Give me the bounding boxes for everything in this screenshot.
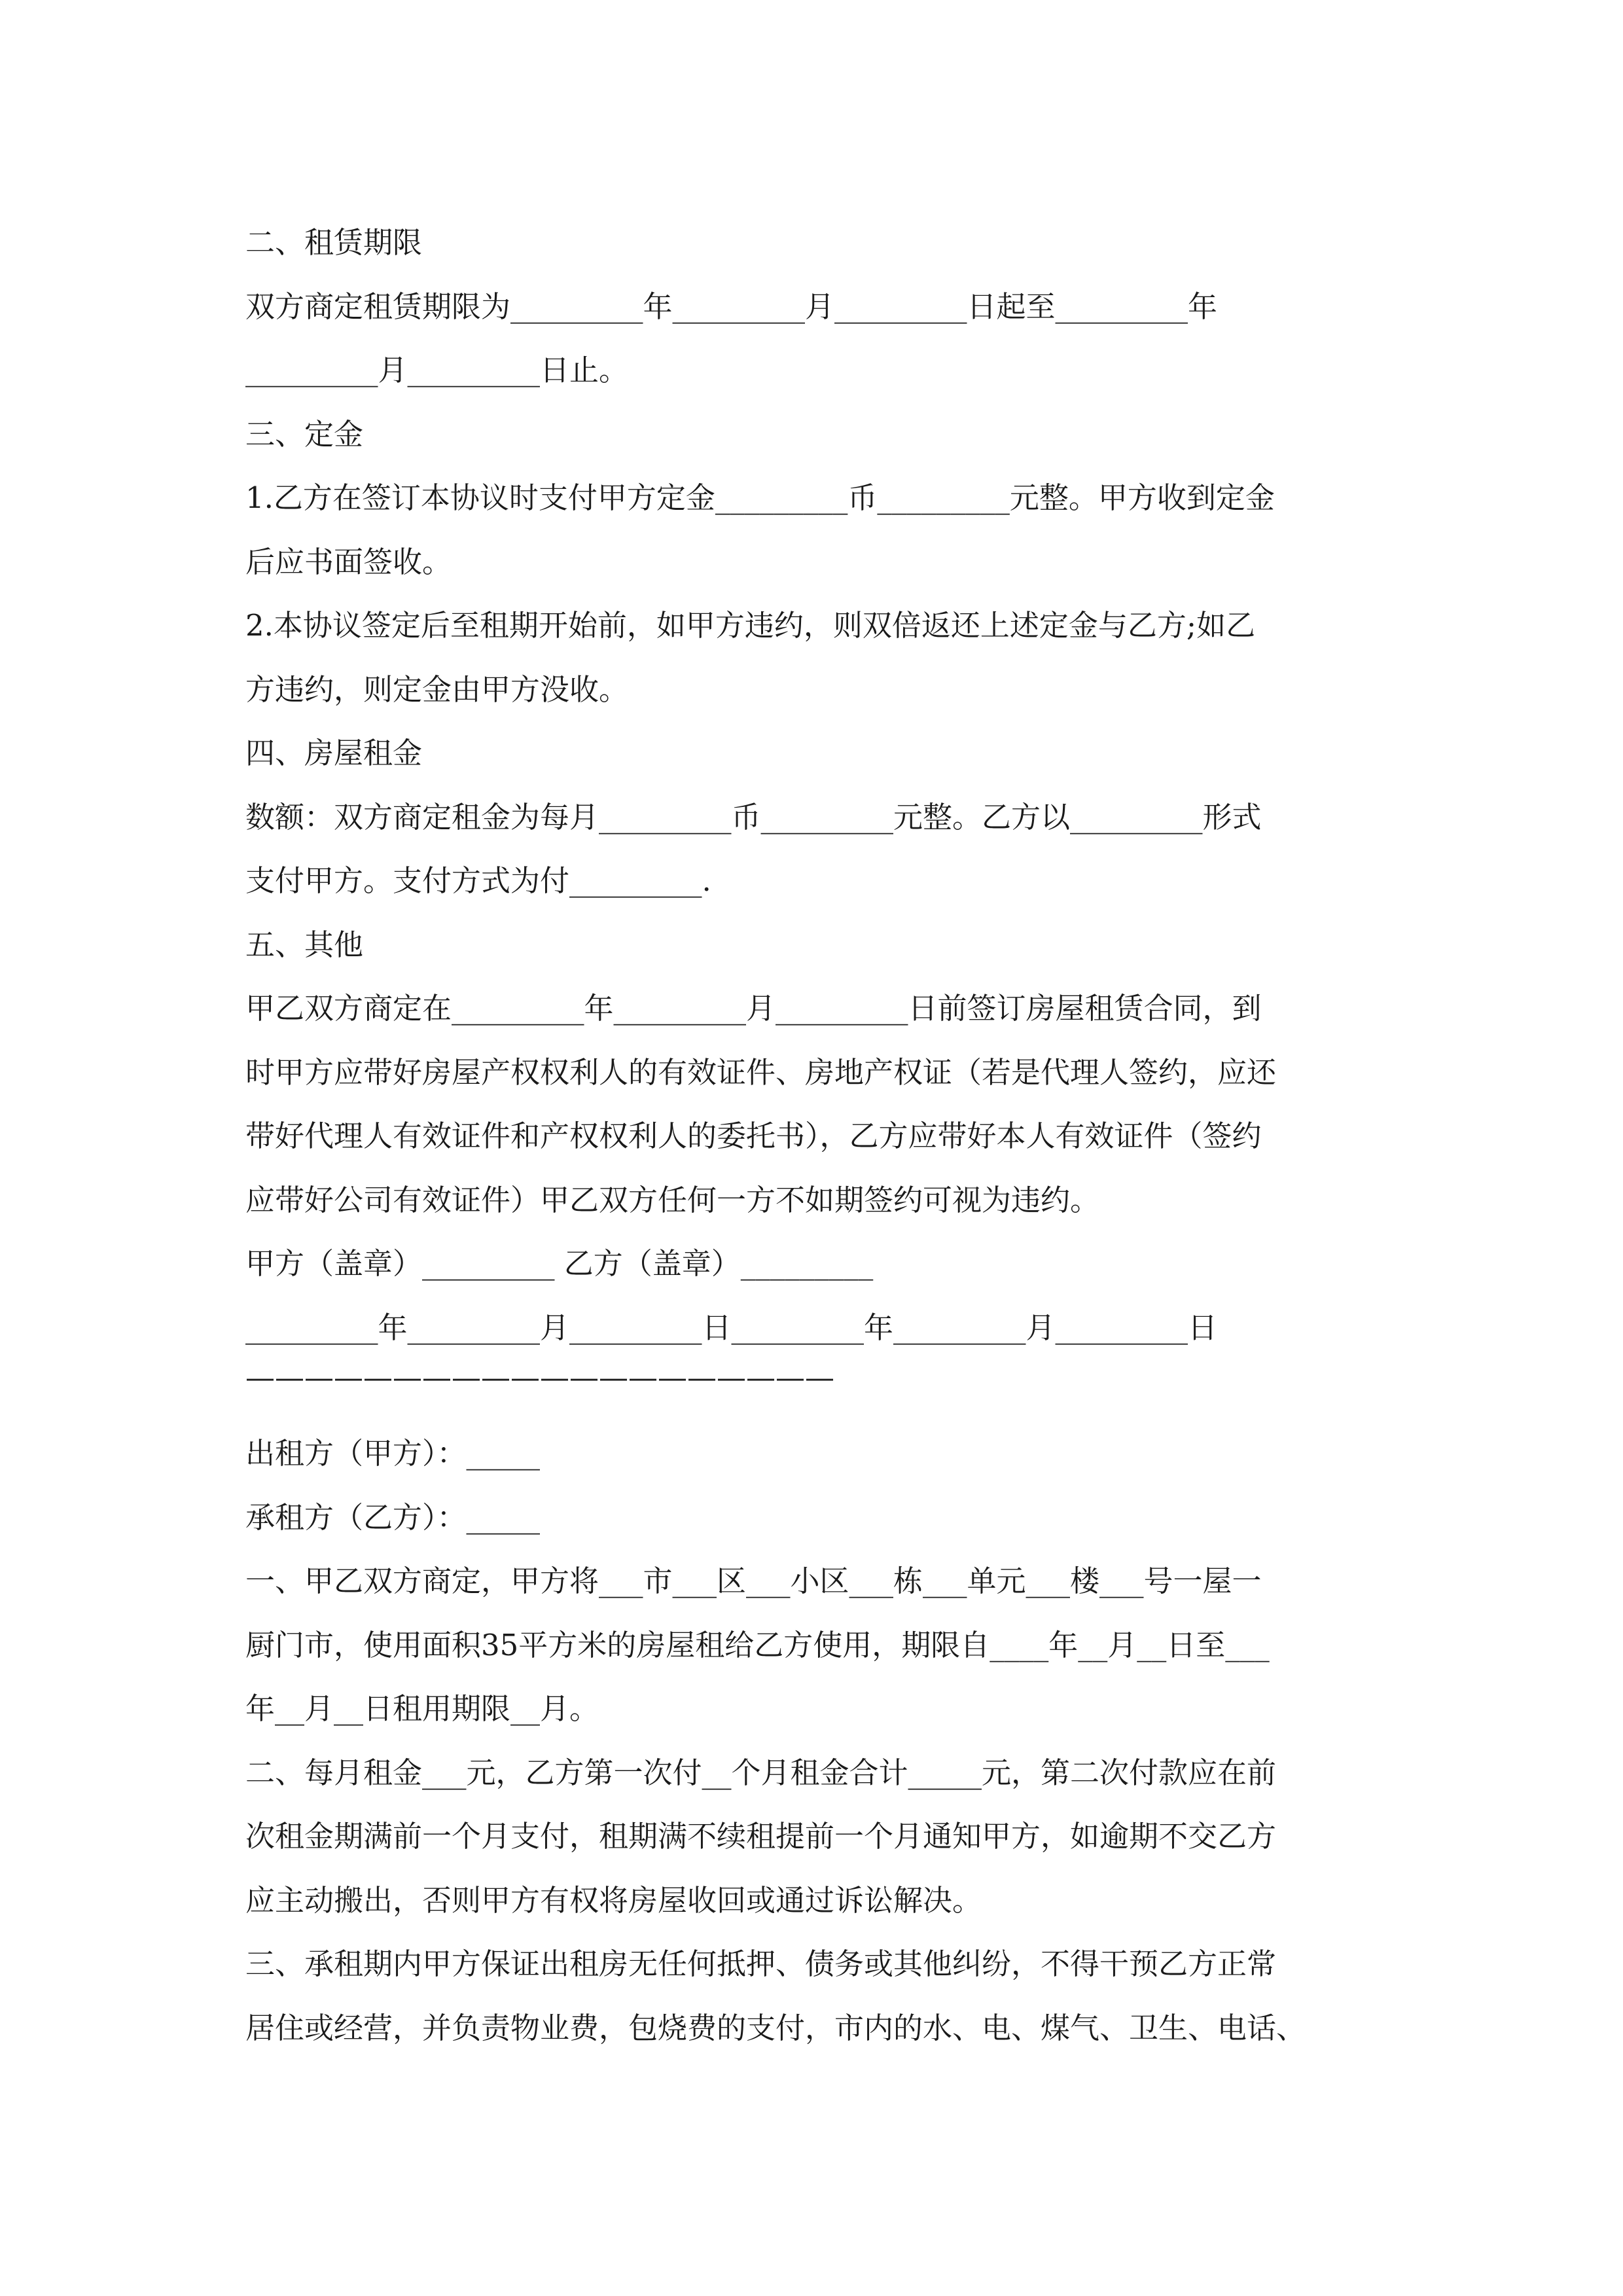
paragraph-line: 厨门市，使用面积35平方米的房屋租给乙方使用，期限自____年__月__日至___ — [245, 1627, 1270, 1662]
paragraph-line: 数额：双方商定租金为每月_________币_________元整。乙方以_________形式 — [245, 799, 1262, 834]
section-heading-other: 五、其他 — [245, 927, 364, 962]
document-page — [245, 211, 1378, 2060]
paragraph-line: 居住或经营，并负责物业费，包烧费的支付，市内的水、电、煤气、卫生、电话、 — [245, 2010, 1306, 2045]
paragraph-line: 双方商定租赁期限为_________年_________月_________日起至_________年 — [245, 289, 1218, 324]
paragraph-line: 二、每月租金___元，乙方第一次付__个月租金合计_____元，第二次付款应在前 — [245, 1755, 1277, 1790]
spacer — [245, 1405, 1378, 1422]
paragraph-line: 甲乙双方商定在_________年_________月_________日前签订房屋租赁合同，到 — [245, 991, 1262, 1026]
date-line: _________年_________月_________日_________年_________月_________日 — [245, 1310, 1218, 1345]
paragraph-line: 三、承租期内甲方保证出租房无任何抵押、债务或其他纠纷，不得干预乙方正常 — [245, 1946, 1277, 1981]
paragraph-line: 后应书面签收。 — [245, 544, 452, 579]
paragraph-line: 应带好公司有效证件）甲乙双方任何一方不如期签约可视为违约。 — [245, 1182, 1100, 1217]
paragraph-line: 方违约，则定金由甲方没收。 — [245, 672, 629, 707]
paragraph-line: 1.乙方在签订本协议时支付甲方定金_________币_________元整。甲方收到定金 — [245, 480, 1275, 515]
paragraph-line: 支付甲方。支付方式为付_________. — [245, 863, 711, 898]
section-heading-rent: 四、房屋租金 — [245, 736, 423, 770]
paragraph-line: 带好代理人有效证件和产权权利人的委托书），乙方应带好本人有效证件（签约 — [245, 1119, 1262, 1153]
paragraph-line: 时甲方应带好房屋产权权利人的有效证件、房地产权证（若是代理人签约，应还 — [245, 1054, 1277, 1090]
divider-line: ———————————————————— — [245, 1360, 834, 1395]
section-heading-lease-term: 二、租赁期限 — [245, 225, 423, 260]
paragraph-line: 应主动搬出，否则甲方有权将房屋收回或通过诉讼解决。 — [245, 1882, 982, 1918]
paragraph-line: 一、甲乙双方商定，甲方将___市___区___小区___栋___单元___楼___号一屋一 — [245, 1564, 1262, 1598]
paragraph-line: 年__月__日租用期限__月。 — [245, 1691, 599, 1726]
paragraph-line: _________月_________日止。 — [245, 353, 629, 387]
paragraph-line: 2.本协议签定后至租期开始前，如甲方违约，则双倍返还上述定金与乙方;如乙 — [245, 608, 1256, 643]
lessee-line: 承租方（乙方）：_____ — [245, 1499, 541, 1535]
section-heading-deposit: 三、定金 — [245, 416, 364, 452]
lessor-line: 出租方（甲方）：_____ — [245, 1436, 541, 1471]
paragraph-line: 次租金期满前一个月支付，租期满不续租提前一个月通知甲方，如逾期不交乙方 — [245, 1819, 1277, 1854]
signature-line: 甲方（盖章）_________ 乙方（盖章）_________ — [245, 1246, 874, 1281]
